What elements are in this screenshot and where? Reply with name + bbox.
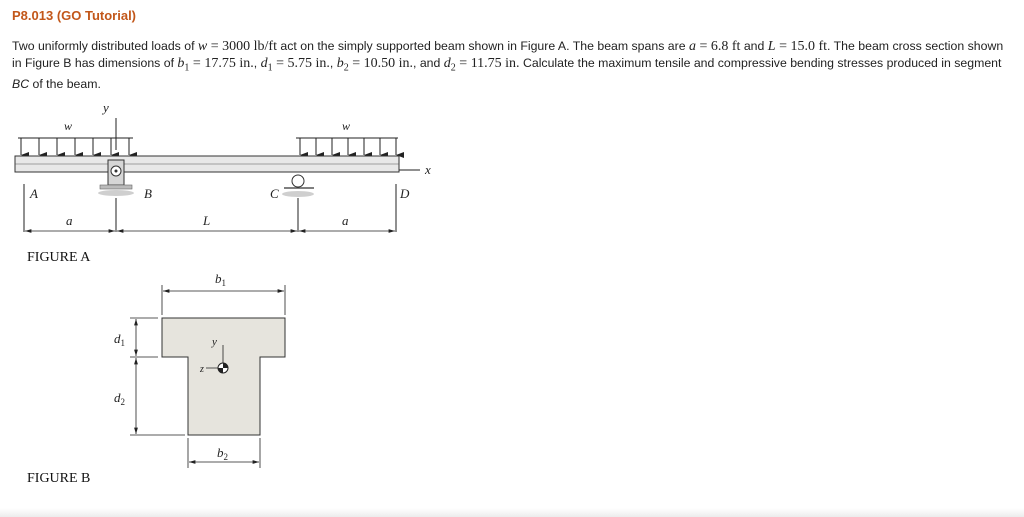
centroid-icon	[218, 363, 228, 373]
subscript: 1	[184, 62, 190, 74]
var-b2: b	[336, 56, 344, 71]
b2-value: 10.50 in.	[363, 56, 413, 71]
w-value: 3000 lb/ft	[222, 39, 277, 54]
var-b1: b	[177, 56, 185, 71]
figure-a-caption: FIGURE A	[27, 250, 91, 265]
comma: ,	[253, 56, 261, 70]
equals: =	[695, 39, 711, 54]
problem-title: P8.013 (GO Tutorial)	[12, 8, 137, 23]
y-axis-label: y	[103, 100, 109, 115]
segment-label: BC	[12, 77, 30, 92]
point-d-label: D	[400, 186, 410, 201]
text: and	[740, 39, 768, 53]
point-a-label: A	[30, 186, 38, 201]
subscript: 2	[343, 62, 349, 74]
t-cross-section	[162, 318, 285, 435]
text: . The beam cross section shown in Figure B has dimensions of	[12, 39, 1004, 70]
equals: =	[189, 56, 205, 71]
figure-b-caption: FIGURE B	[27, 471, 91, 486]
subscript: 2	[450, 62, 456, 74]
var-L: L	[767, 39, 776, 54]
dim-a-right-label: a	[342, 213, 349, 228]
d1-value: 5.75 in.	[287, 56, 330, 71]
point-c-label: C	[270, 186, 279, 201]
b1-value: 17.75 in.	[204, 56, 254, 71]
dim-a-left-label: a	[66, 213, 73, 228]
equals: =	[455, 56, 471, 71]
d2-value: 11.75 in.	[470, 56, 520, 71]
text: act on the simply supported beam shown in Figure A. The beam spans are	[277, 39, 689, 53]
equals: =	[207, 39, 223, 54]
centroid-y-label: y	[212, 336, 217, 348]
a-value: 6.8 ft	[710, 39, 741, 54]
var-w: w	[197, 39, 208, 54]
text: Calculate the maximum tensile and compressive bending stresses produced in segment	[519, 56, 1002, 70]
text: of the beam.	[29, 77, 101, 92]
centroid-z-label: z	[200, 364, 204, 375]
point-b-label: B	[144, 186, 152, 201]
text: Two uniformly distributed loads of	[12, 39, 198, 53]
comma: ,	[329, 56, 337, 70]
var-d2: d	[443, 56, 451, 71]
subscript: 1	[267, 62, 273, 74]
page-bottom-edge	[0, 508, 1024, 517]
x-axis-label: x	[425, 162, 431, 177]
dim-L-label: L	[203, 213, 211, 228]
text: , and	[413, 56, 444, 70]
equals: =	[775, 39, 791, 54]
dim-d1-label: $d_1$	[114, 331, 125, 348]
var-a: a	[688, 39, 696, 54]
w-left-label: w	[64, 119, 73, 133]
L-value: 15.0 ft	[790, 39, 828, 54]
dim-d2-label: $d_2$	[114, 390, 125, 407]
roller-support-c	[282, 175, 314, 197]
var-d1: d	[260, 56, 268, 71]
right-distributed-load	[296, 138, 398, 155]
w-right-label: w	[342, 119, 351, 133]
dim-b1-label: $b_1$	[215, 271, 226, 288]
dim-b2-label: $b_2$	[217, 445, 228, 462]
equals: =	[348, 56, 364, 71]
equals: =	[272, 56, 288, 71]
